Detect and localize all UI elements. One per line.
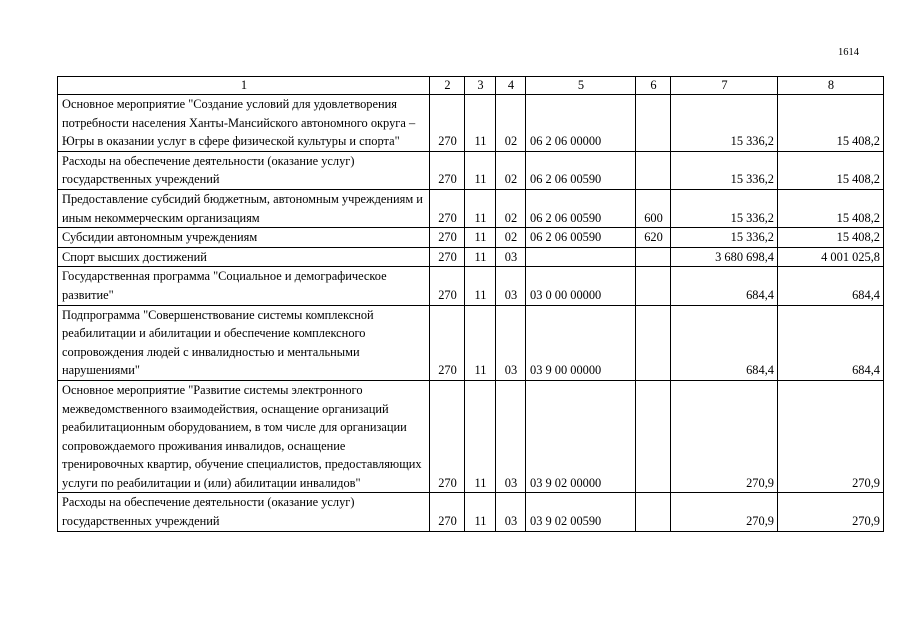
amount-col-8: 15 408,2 (778, 189, 884, 227)
expense-type-code (636, 380, 671, 493)
ministry-code: 270 (430, 380, 465, 493)
target-article-code: 03 9 02 00590 (526, 493, 636, 531)
section-code: 11 (465, 189, 496, 227)
item-name: Подпрограмма "Совершенствование системы комплексной реабилитации и абилитации и обеспечение комплексного сопровождения людей с инвалидностью и ментальными нарушениями" (58, 305, 430, 380)
table-row (58, 247, 884, 267)
header-cell: 8 (778, 77, 884, 95)
amount-col-7: 270,9 (671, 380, 778, 493)
target-article-code: 03 0 00 00000 (526, 267, 636, 305)
target-article-code: 06 2 06 00000 (526, 95, 636, 152)
amount-col-8: 684,4 (778, 305, 884, 380)
section-code: 11 (465, 380, 496, 493)
section-code: 11 (465, 95, 496, 152)
header-cell: 3 (465, 77, 496, 95)
header-cell: 7 (671, 77, 778, 95)
subsection-code: 02 (496, 189, 526, 227)
table-row (58, 305, 884, 380)
amount-col-7: 684,4 (671, 267, 778, 305)
item-name: Основное мероприятие "Создание условий для удовлетворения потребности населения Ханты-Мансийского автономного округа – Югры в оказании услуг в сфере физической культуры и спорта" (58, 95, 430, 152)
section-code: 11 (465, 493, 496, 531)
item-name: Расходы на обеспечение деятельности (оказание услуг) государственных учреждений (58, 151, 430, 189)
header-cell: 1 (58, 77, 430, 95)
target-article-code (526, 247, 636, 267)
section-code: 11 (465, 228, 496, 248)
ministry-code: 270 (430, 95, 465, 152)
ministry-code: 270 (430, 189, 465, 227)
amount-col-7: 3 680 698,4 (671, 247, 778, 267)
page-number: 1614 (838, 47, 859, 58)
amount-col-8: 15 408,2 (778, 95, 884, 152)
ministry-code: 270 (430, 267, 465, 305)
section-code: 11 (465, 247, 496, 267)
item-name: Расходы на обеспечение деятельности (оказание услуг) государственных учреждений (58, 493, 430, 531)
amount-col-7: 15 336,2 (671, 151, 778, 189)
ministry-code: 270 (430, 151, 465, 189)
expense-type-code: 620 (636, 228, 671, 248)
section-code: 11 (465, 267, 496, 305)
amount-col-8: 684,4 (778, 267, 884, 305)
expense-type-code (636, 305, 671, 380)
expense-type-code: 600 (636, 189, 671, 227)
amount-col-7: 15 336,2 (671, 228, 778, 248)
amount-col-8: 15 408,2 (778, 151, 884, 189)
item-name: Спорт высших достижений (58, 247, 430, 267)
item-name: Предоставление субсидий бюджетным, автономным учреждениям и иным некоммерческим организациям (58, 189, 430, 227)
subsection-code: 02 (496, 95, 526, 152)
header-cell: 2 (430, 77, 465, 95)
header-cell: 4 (496, 77, 526, 95)
expense-type-code (636, 493, 671, 531)
amount-col-8: 270,9 (778, 380, 884, 493)
header-cell: 6 (636, 77, 671, 95)
subsection-code: 02 (496, 151, 526, 189)
table-row (58, 151, 884, 189)
table-row (58, 493, 884, 531)
subsection-code: 03 (496, 305, 526, 380)
table-row (58, 228, 884, 248)
header-row (58, 77, 884, 95)
subsection-code: 03 (496, 247, 526, 267)
expense-type-code (636, 95, 671, 152)
subsection-code: 02 (496, 228, 526, 248)
subsection-code: 03 (496, 380, 526, 493)
amount-col-7: 15 336,2 (671, 95, 778, 152)
target-article-code: 06 2 06 00590 (526, 189, 636, 227)
amount-col-7: 270,9 (671, 493, 778, 531)
budget-table (57, 76, 884, 532)
target-article-code: 03 9 00 00000 (526, 305, 636, 380)
target-article-code: 03 9 02 00000 (526, 380, 636, 493)
expense-type-code (636, 247, 671, 267)
table-row (58, 267, 884, 305)
ministry-code: 270 (430, 228, 465, 248)
amount-col-7: 684,4 (671, 305, 778, 380)
amount-col-8: 15 408,2 (778, 228, 884, 248)
expense-type-code (636, 151, 671, 189)
subsection-code: 03 (496, 267, 526, 305)
ministry-code: 270 (430, 493, 465, 531)
subsection-code: 03 (496, 493, 526, 531)
table-row (58, 95, 884, 152)
item-name: Государственная программа "Социальное и демографическое развитие" (58, 267, 430, 305)
section-code: 11 (465, 305, 496, 380)
amount-col-8: 4 001 025,8 (778, 247, 884, 267)
ministry-code: 270 (430, 247, 465, 267)
section-code: 11 (465, 151, 496, 189)
item-name: Основное мероприятие "Развитие системы электронного межведомственного взаимодействия, оснащение организаций реабилитационным оборудованием, в том числе для организации сопровождаемого проживания инвалидов, оснащение тренировочных квартир, обучение специалистов, предоставляющих услуги по реабилитации и (или) абилитации инвалидов" (58, 380, 430, 493)
amount-col-8: 270,9 (778, 493, 884, 531)
item-name: Субсидии автономным учреждениям (58, 228, 430, 248)
target-article-code: 06 2 06 00590 (526, 151, 636, 189)
expense-type-code (636, 267, 671, 305)
ministry-code: 270 (430, 305, 465, 380)
table-row (58, 189, 884, 227)
amount-col-7: 15 336,2 (671, 189, 778, 227)
table-row (58, 380, 884, 493)
target-article-code: 06 2 06 00590 (526, 228, 636, 248)
header-cell: 5 (526, 77, 636, 95)
